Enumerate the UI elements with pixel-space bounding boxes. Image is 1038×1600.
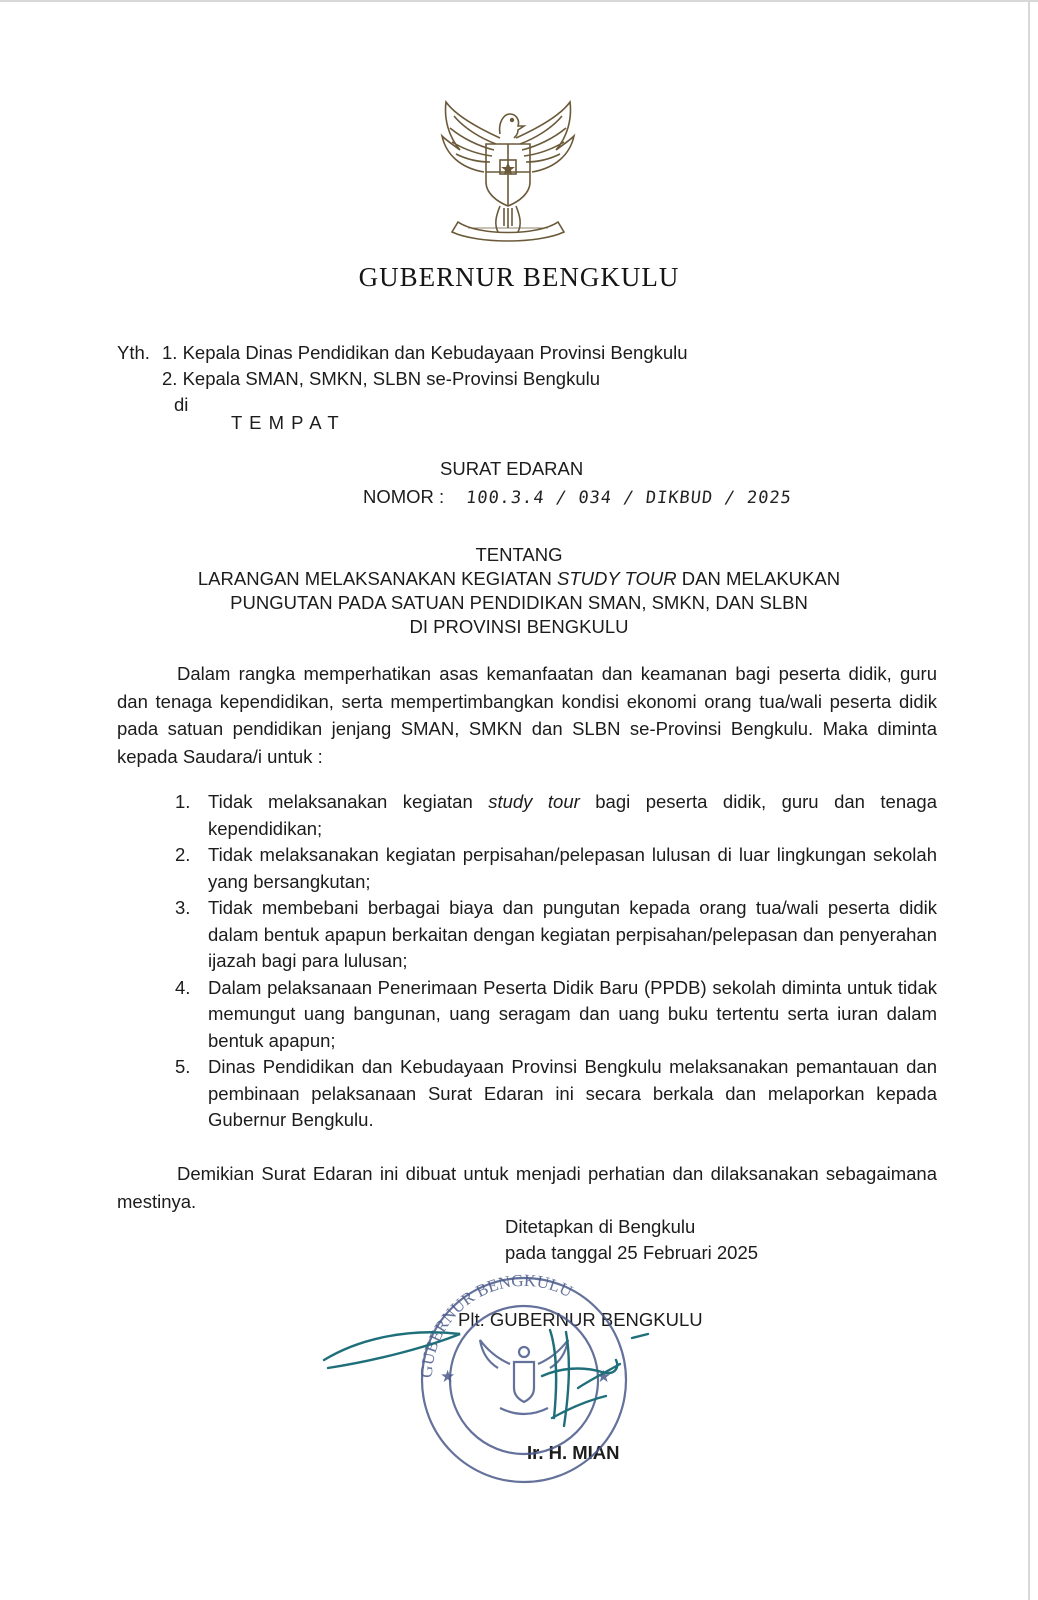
list-item-text: Tidak melaksanakan kegiatan perpisahan/pelepasan lulusan di luar lingkungan sekolah yang bersangkutan;	[208, 844, 937, 892]
list-item	[175, 842, 937, 895]
signature-place: Ditetapkan di Bengkulu	[505, 1216, 696, 1237]
subject-line-3: DI PROVINSI BENGKULU	[409, 616, 629, 637]
list-item-text: Dinas Pendidikan dan Kebudayaan Provinsi Bengkulu melaksanakan pemantauan dan pembinaan pelaksanaan Surat Edaran ini secara berkala dan melaporkan kepada Gubernur Bengkulu.	[208, 1056, 937, 1130]
list-item-text: Tidak membebani berbagai biaya dan pungutan kepada orang tua/wali peserta didik dalam bentuk apapun berkaitan dengan kegiatan perpisahan/pelepasan dan penyerahan ijazah bagi para lulusan;	[208, 897, 937, 971]
addressee-di: di	[174, 394, 189, 415]
list-item-number: 1.	[175, 791, 191, 812]
doc-number-value: 100.3.4 / 034 / DIKBUD / 2025	[464, 488, 793, 508]
scan-edge-top	[0, 0, 1038, 2]
subject-line-1	[0, 567, 1038, 591]
closing-paragraph: Demikian Surat Edaran ini dibuat untuk menjadi perhatian dan dilaksanakan sebagaimana mestinya.	[117, 1163, 937, 1212]
stamp-text: GUBERNUR BENGKULU	[416, 1270, 576, 1379]
intro-paragraph: Dalam rangka memperhatikan asas kemanfaatan dan keamanan bagi peserta didik, guru dan tenaga kependidikan, serta mempertimbangkan kondisi ekonomi orang tua/wali peserta didik pada satuan pendidikan jenjang SMAN, SMKN dan SLBN se-Provinsi Bengkulu. Maka diminta kepada Saudara/i untuk :	[117, 663, 937, 767]
official-stamp-icon	[320, 1268, 680, 1488]
list-item-text: Dalam pelaksanaan Penerimaan Peserta Didik Baru (PPDB) sekolah diminta untuk tidak memungut uang bangunan, uang seragam dan uang buku tertentu serta iuran dalam bentuk apapun;	[208, 976, 937, 1051]
svg-text:★: ★	[596, 1367, 612, 1386]
list-item-text-post: bagi peserta didik, guru dan tenaga kependidikan;	[208, 791, 937, 839]
about-label: TENTANG	[475, 544, 563, 565]
doc-number-label: NOMOR :	[363, 486, 445, 507]
addressee-place: T E M P A T	[231, 412, 340, 433]
list-item-text: Tidak melaksanakan kegiatan	[208, 791, 489, 812]
subject-line-1-italic: STUDY TOUR	[557, 568, 677, 589]
doc-type: SURAT EDARAN	[440, 458, 584, 479]
garuda-emblem-icon	[438, 98, 578, 244]
signature-title: Plt. GUBERNUR BENGKULU	[458, 1309, 703, 1330]
subject-line-1-pre: LARANGAN MELAKSANAKAN KEGIATAN	[197, 568, 558, 589]
svg-text:★: ★	[440, 1367, 456, 1386]
list-item-italic: study tour	[488, 791, 580, 812]
letter-authority-heading: GUBERNUR BENGKULU	[358, 262, 680, 292]
addressee-item-2: 2. Kepala SMAN, SMKN, SLBN se-Provinsi Bengkulu	[162, 368, 601, 389]
list-item-number: 2.	[175, 844, 191, 865]
list-item	[175, 1054, 937, 1134]
signature-date: pada tanggal 25 Februari 2025	[505, 1242, 759, 1263]
addressee-item-1: 1. Kepala Dinas Pendidikan dan Kebudayaan Provinsi Bengkulu	[162, 342, 688, 363]
subject-line-2: PUNGUTAN PADA SATUAN PENDIDIKAN SMAN, SMKN, DAN SLBN	[230, 592, 808, 613]
list-item-number: 3.	[175, 897, 191, 918]
list-item	[175, 789, 937, 842]
scan-edge-right	[1028, 0, 1030, 1600]
list-item-number: 4.	[175, 976, 191, 998]
directive-list	[175, 789, 937, 1134]
subject-line-1-post: DAN MELAKUKAN	[676, 568, 841, 589]
signature-name: Ir. H. MIAN	[527, 1442, 620, 1463]
list-item-number: 5.	[175, 1056, 191, 1077]
list-item	[175, 895, 937, 975]
list-item	[175, 975, 937, 1055]
addressee-prefix: Yth.	[117, 342, 150, 363]
svg-text:GUBERNUR BENGKULU	[417, 1271, 576, 1379]
